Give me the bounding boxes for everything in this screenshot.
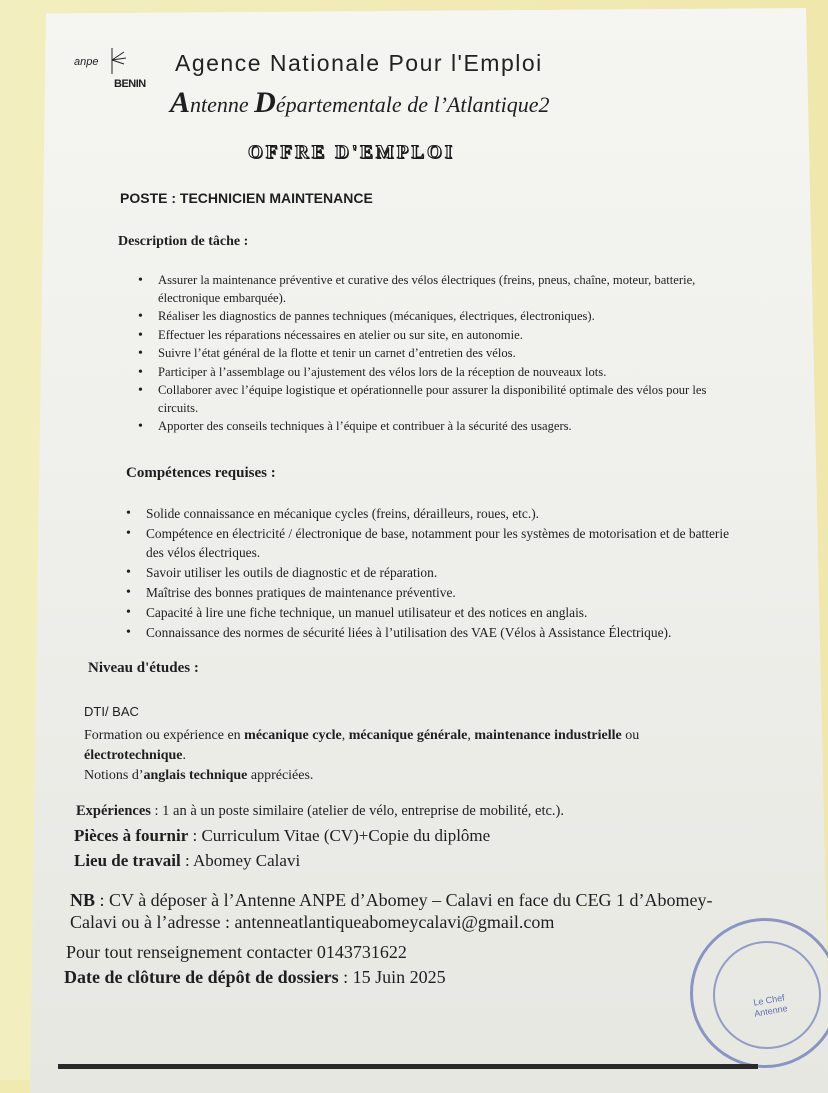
list-item: • Effectuer les réparations nécessaires en atelier ou sur site, en autonomie. xyxy=(158,327,713,345)
list-item: • Suivre l’état général de la flotte et tenir un carnet d’entretien des vélos. xyxy=(158,345,713,363)
list-item: • Compétence en électricité / électronique de base, notamment pour les systèmes de motorisation et de batterie des vélos électriques. xyxy=(146,524,736,562)
cloture-value: : 15 Juin 2025 xyxy=(338,967,446,987)
lieu-label: Lieu de travail xyxy=(74,851,181,870)
agency-name: Agence Nationale Pour l'Emploi xyxy=(175,50,543,76)
bottom-rule xyxy=(58,1064,758,1069)
nb-paragraph xyxy=(70,889,730,933)
logo-anpe-text: anpe xyxy=(74,56,99,68)
notions-bold: anglais technique xyxy=(143,768,248,783)
experiences-label: Expériences xyxy=(76,803,151,819)
description-heading: Description de tâche : xyxy=(118,234,249,249)
competences-heading: Compétences requises : xyxy=(126,465,276,481)
experiences-line xyxy=(76,803,564,820)
list-item: • Apporter des conseils techniques à l’équipe et contribuer à la sécurité des usagers. xyxy=(158,418,713,436)
formation-bold: maintenance industrielle xyxy=(474,728,622,743)
competences-list xyxy=(122,504,736,643)
cloture-line xyxy=(64,966,446,988)
contact-line: Pour tout renseignement contacter 0143731622 xyxy=(66,942,407,962)
logo-rays-icon xyxy=(108,46,148,76)
job-position: POSTE : TECHNICIEN MAINTENANCE xyxy=(120,190,373,206)
antenne-rest-1: ntenne xyxy=(190,92,255,117)
nb-value: : CV à déposer à l’Antenne ANPE d’Abomey – Calavi en face du CEG 1 d’Abomey-Calavi ou à l’adresse : antenneatlantiqueabomeycalavi@gmail.com xyxy=(70,890,713,932)
pieces-value: : Curriculum Vitae (CV)+Copie du diplôme xyxy=(188,826,491,845)
pieces-label: Pièces à fournir xyxy=(74,826,189,845)
niveau-heading: Niveau d'études : xyxy=(88,660,199,676)
pieces-line xyxy=(74,826,490,846)
list-item: • Réaliser les diagnostics de pannes techniques (mécaniques, électriques, électroniques). xyxy=(158,308,713,326)
notions-text: Notions d’ xyxy=(84,768,144,783)
formation-text: Formation ou expérience en xyxy=(84,728,245,743)
lieu-value: : Abomey Calavi xyxy=(180,851,301,870)
formation-text: , xyxy=(341,728,349,743)
formation-bold: électrotechnique xyxy=(84,748,183,763)
formation-text: . xyxy=(182,748,186,763)
formation-bold: mécanique cycle xyxy=(244,728,342,743)
description-list xyxy=(134,272,713,437)
formation-text: ou xyxy=(621,728,640,743)
formation-bold: mécanique générale xyxy=(348,728,468,743)
stamp-center-text: Le Chef Antenne xyxy=(752,992,789,1019)
antenne-name xyxy=(170,86,550,120)
niveau-dti: DTI/ BAC xyxy=(84,704,139,719)
niveau-formation xyxy=(84,726,654,766)
list-item: • Connaissance des normes de sécurité liées à l’utilisation des VAE (Vélos à Assistance Électrique). xyxy=(146,623,736,642)
anpe-logo xyxy=(74,46,164,98)
list-item: • Savoir utiliser les outils de diagnostic et de réparation. xyxy=(146,563,736,582)
nb-label: NB xyxy=(70,890,96,910)
niveau-notions xyxy=(84,766,654,786)
cloture-label: Date de clôture de dépôt de dossiers xyxy=(64,967,339,987)
departementale-initial: D xyxy=(254,86,276,119)
lieu-line xyxy=(74,851,300,871)
list-item: • Assurer la maintenance préventive et curative des vélos électriques (freins, pneus, chaîne, moteur, batterie, électronique embarquée). xyxy=(158,272,713,307)
official-stamp xyxy=(690,918,828,1068)
list-item: • Maîtrise des bonnes pratiques de maintenance préventive. xyxy=(146,583,736,602)
document-title: OFFRE D'EMPLOI xyxy=(248,142,456,163)
formation-text: , xyxy=(467,728,475,743)
niveau-details xyxy=(84,702,654,786)
antenne-initial: A xyxy=(170,86,191,119)
list-item: • Collaborer avec l’équipe logistique et opérationnelle pour assurer la disponibilité optimale des vélos pour les circuits. xyxy=(158,382,713,417)
notions-text: appréciées. xyxy=(247,768,314,783)
antenne-rest-2: épartementale de l’Atlantique2 xyxy=(275,92,550,117)
logo-benin-text: BENIN xyxy=(114,78,146,90)
list-item: • Capacité à lire une fiche technique, un manuel utilisateur et des notices en anglais. xyxy=(146,603,736,622)
list-item: • Participer à l’assemblage ou l’ajustement des vélos lors de la réception de nouveaux lots. xyxy=(158,364,713,382)
experiences-value: : 1 an à un poste similaire (atelier de vélo, entreprise de mobilité, etc.). xyxy=(150,803,565,819)
list-item: • Solide connaissance en mécanique cycles (freins, dérailleurs, roues, etc.). xyxy=(146,504,736,523)
